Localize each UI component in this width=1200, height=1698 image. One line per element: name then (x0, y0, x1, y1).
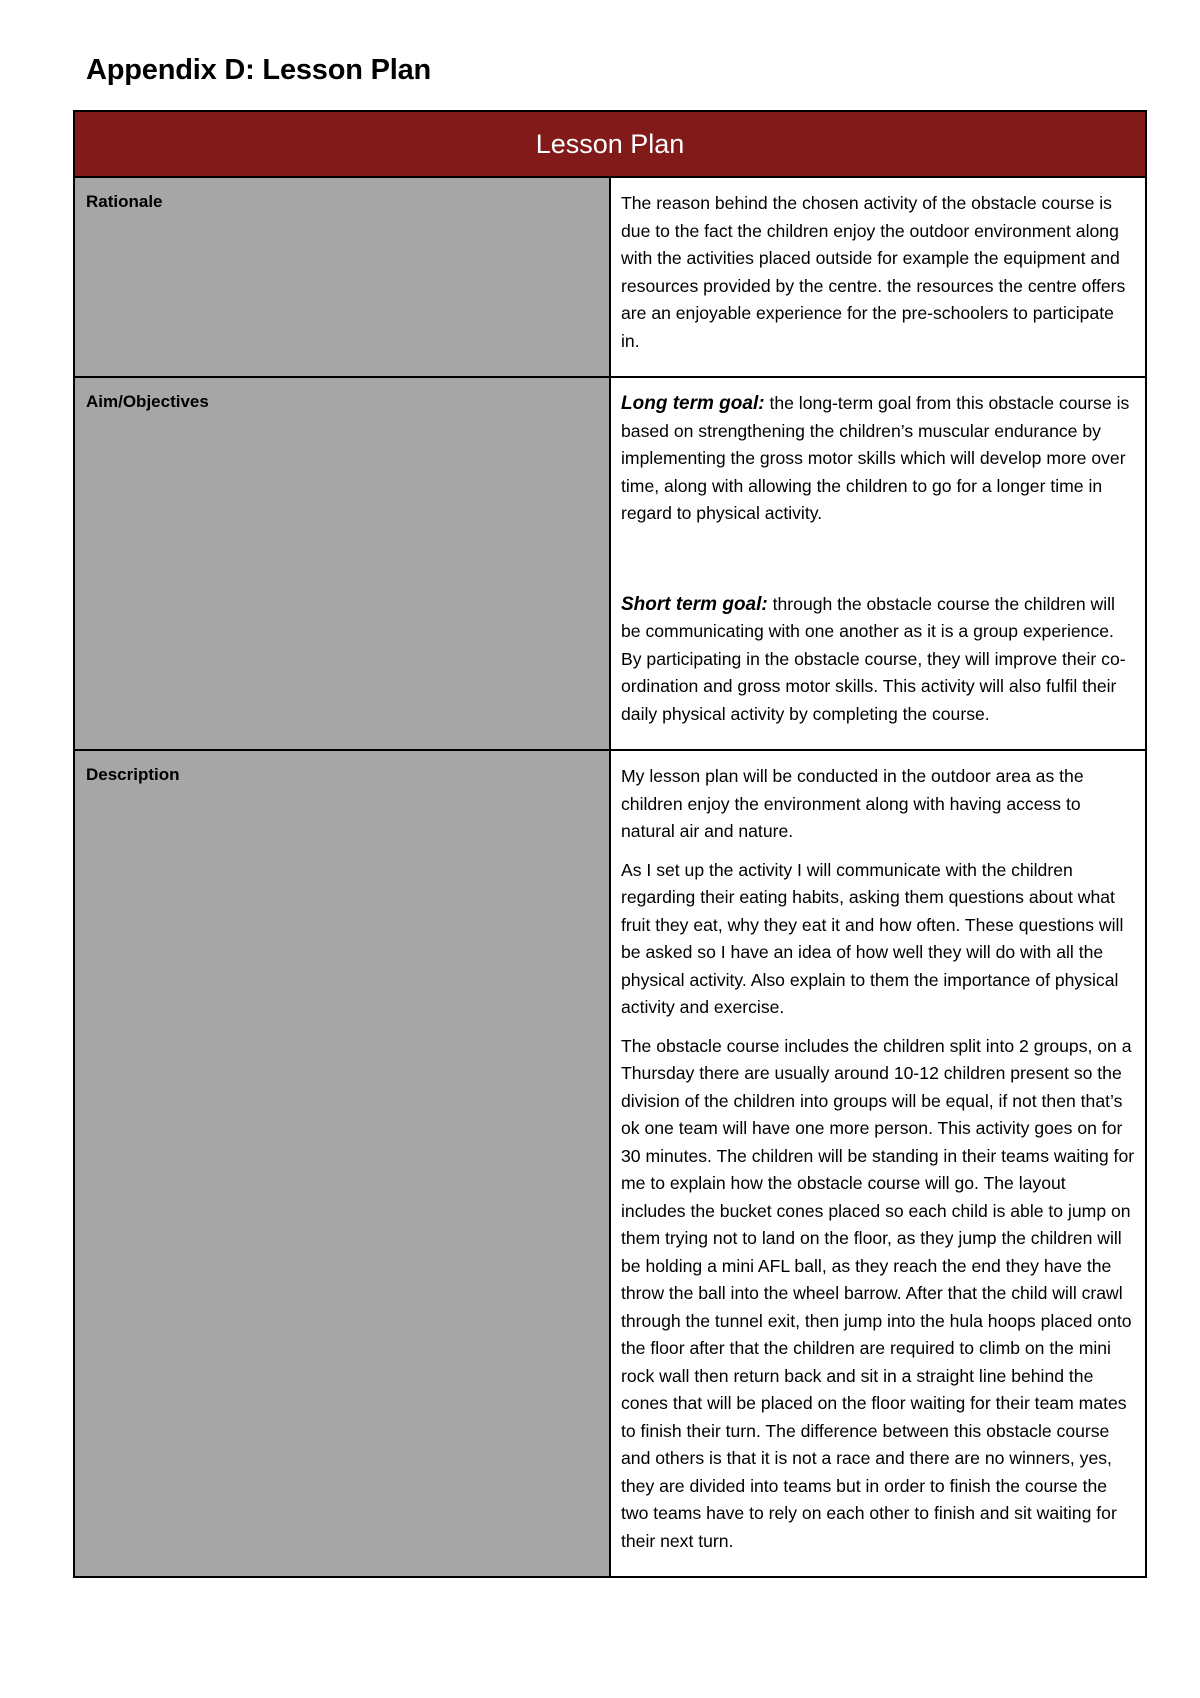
long-term-goal-label: Long term goal: (621, 393, 765, 414)
rationale-label: Rationale (74, 177, 610, 377)
aim-content (610, 377, 1146, 750)
description-content (610, 750, 1146, 1577)
short-term-goal-label: Short term goal: (621, 593, 768, 615)
description-label: Description (74, 750, 610, 1577)
description-paragraph: The obstacle course includes the children split into 2 groups, on a Thursday there are usually around 10-12 children present so the division of the children into groups will be equal, if not then that’s ok one team will have one more person. This activity goes on for 30 minutes. The children will be standing in their teams waiting for me to explain how the obstacle course will go. The layout includes the bucket cones placed so each child is able to jump on them trying not to land on the floor, as they jump the children will be holding a mini AFL ball, as they reach the end they have the throw the ball into the wheel barrow. After that the child will crawl through the tunnel exit, then jump into the hula hoops placed onto the floor after that the children are required to climb on the mini rock wall then return back and sit in a straight line behind the cones that will be placed on the floor waiting for their team mates to finish their turn. The difference between this obstacle course and others is that it is not a race and there are no winners, yes, they are divided into teams but in order to finish the course the two teams have to rely on each other to finish and sit waiting for their next turn. (621, 1035, 1135, 1551)
short-term-goal (621, 591, 1135, 729)
rationale-text: The reason behind the chosen activity of the obstacle course is due to the fact the children enjoy the outdoor environment along with the activities placed outside for example the equipment and resources provided by the centre. the resources the centre offers are an enjoyable experience for the pre-schoolers to participate in. (621, 193, 1126, 351)
long-term-goal-text: the long-term goal from this obstacle course is based on strengthening the children’s muscular endurance by implementing the gross motor skills which will develop more over time, along with allowing the children to go for a longer time in regard to physical activity. (621, 393, 1130, 523)
spacer (621, 539, 1135, 591)
table-row-rationale (74, 177, 1146, 377)
table-header-row (74, 111, 1146, 177)
description-paragraph: My lesson plan will be conducted in the outdoor area as the children enjoy the environment along with having access to natural air and nature. (621, 766, 1084, 841)
long-term-goal (621, 390, 1135, 528)
page-title: Appendix D: Lesson Plan (86, 54, 432, 86)
short-term-goal-text: through the obstacle course the children will be communicating with one another as it is a group experience. By participating in the obstacle course, they will improve their co-ordination and gross motor skills. This activity will also fulfil their daily physical activity by completing the course. (621, 593, 1126, 724)
table-row-description (74, 750, 1146, 1577)
description-paragraph: As I set up the activity I will communicate with the children regarding their eating habits, asking them questions about what fruit they eat, why they eat it and how often. These questions will be asked so I have an idea of how well they will do with all the physical activity. Also explain to them the importance of physical activity and exercise. (621, 859, 1124, 1017)
table-header: Lesson Plan (74, 111, 1146, 177)
lesson-plan-table (73, 110, 1147, 1578)
rationale-content (610, 177, 1146, 377)
table-row-aim (74, 377, 1146, 750)
aim-label: Aim/Objectives (74, 377, 610, 750)
